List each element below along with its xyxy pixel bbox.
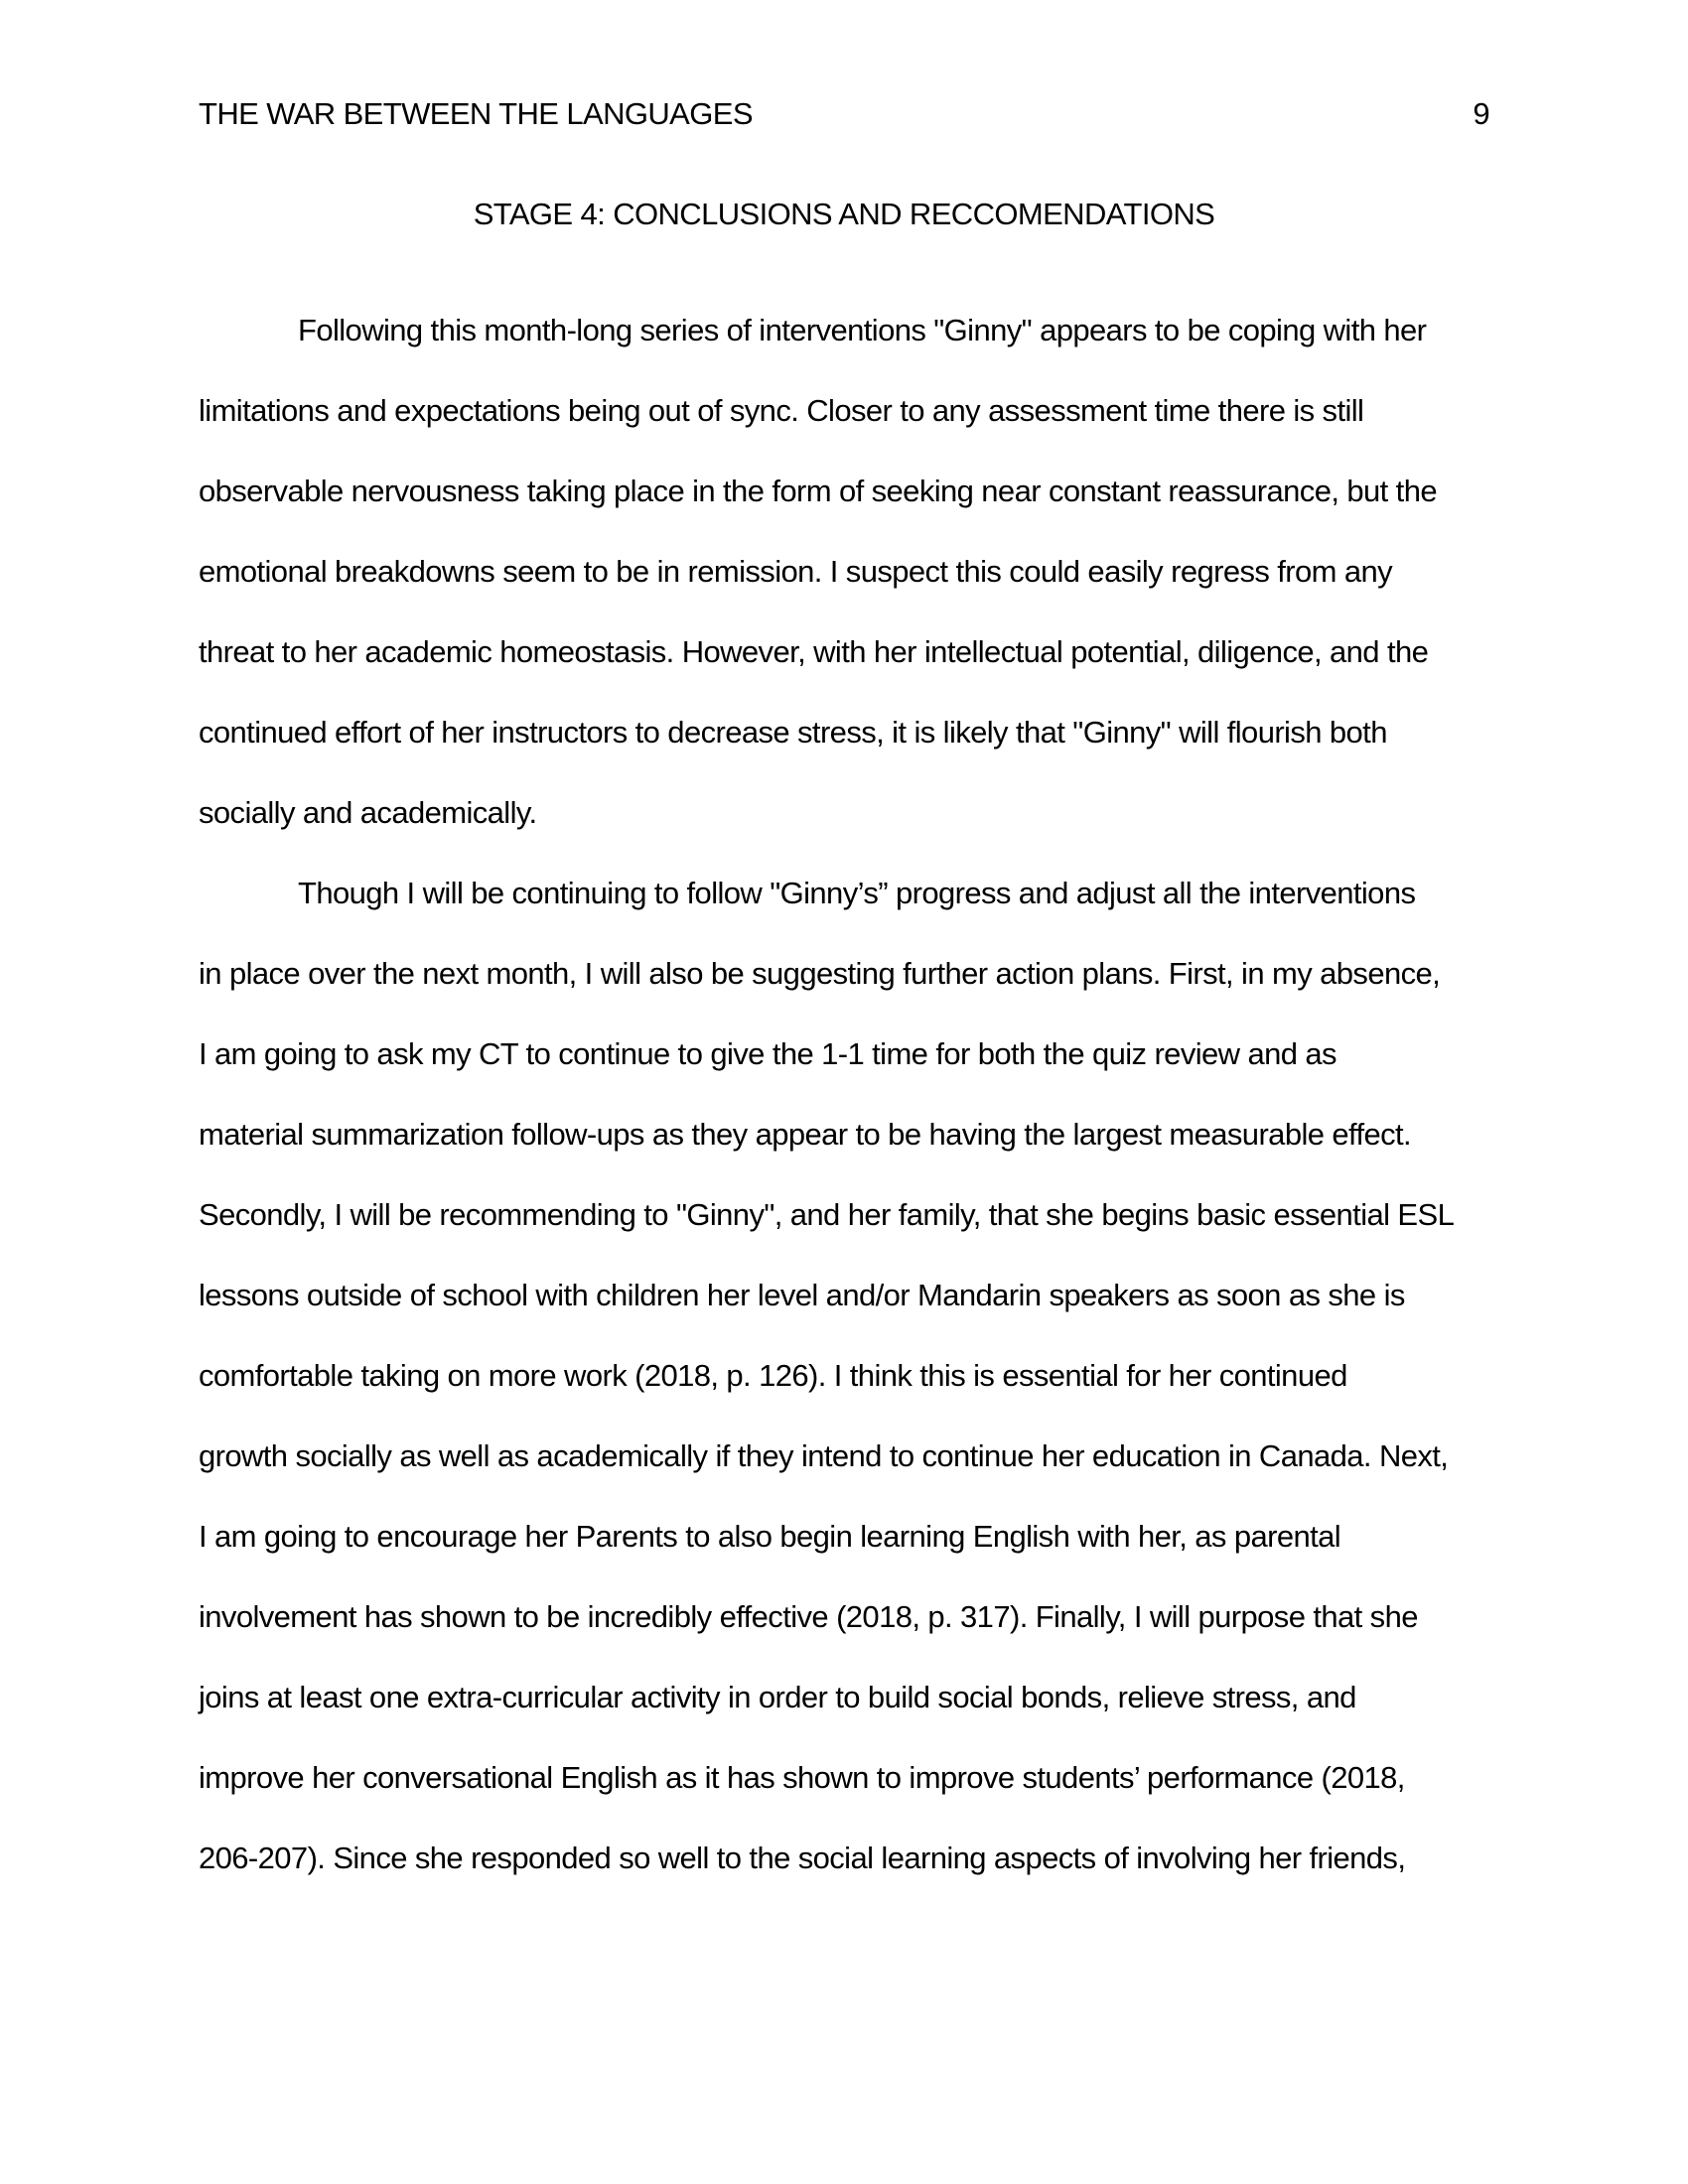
- body-line: Though I will be continuing to follow "Ginny’s” progress and adjust all the interventions: [298, 876, 1416, 910]
- page-header: [199, 97, 1489, 131]
- body-line: joins at least one extra-curricular activity in order to build social bonds, relieve stress, and: [199, 1680, 1356, 1714]
- page-number: 9: [1473, 96, 1489, 131]
- paragraph-1: [199, 290, 1499, 853]
- body-line: Secondly, I will be recommending to "Ginny", and her family, that she begins basic essential ESL: [199, 1197, 1455, 1232]
- body-line: I am going to ask my CT to continue to give the 1-1 time for both the quiz review and as: [199, 1036, 1336, 1071]
- body-line: involvement has shown to be incredibly effective (2018, p. 317). Finally, I will purpose that she: [199, 1599, 1418, 1634]
- running-head: THE WAR BETWEEN THE LANGUAGES: [199, 96, 753, 131]
- body-line: improve her conversational English as it has shown to improve students’ performance (2018,: [199, 1760, 1405, 1795]
- body-line: material summarization follow-ups as they appear to be having the largest measurable effect.: [199, 1117, 1412, 1152]
- section-title: STAGE 4: CONCLUSIONS AND RECCOMENDATIONS: [473, 197, 1215, 231]
- body-line: socially and academically.: [199, 795, 537, 830]
- body-line: lessons outside of school with children her level and/or Mandarin speakers as soon as she is: [199, 1278, 1405, 1312]
- body-line: Following this month-long series of interventions "Ginny" appears to be coping with her: [298, 313, 1427, 347]
- paragraph-2: [199, 853, 1499, 1898]
- document-body: [199, 290, 1499, 1898]
- body-line: limitations and expectations being out of sync. Closer to any assessment time there is still: [199, 393, 1364, 428]
- body-line: comfortable taking on more work (2018, p. 126). I think this is essential for her continued: [199, 1358, 1347, 1393]
- body-line: in place over the next month, I will also be suggesting further action plans. First, in my absence,: [199, 956, 1441, 991]
- body-line: 206-207). Since she responded so well to the social learning aspects of involving her friends,: [199, 1841, 1406, 1875]
- body-line: emotional breakdowns seem to be in remission. I suspect this could easily regress from any: [199, 554, 1393, 589]
- body-line: growth socially as well as academically if they intend to continue her education in Canada. Next,: [199, 1438, 1449, 1473]
- body-line: continued effort of her instructors to decrease stress, it is likely that "Ginny" will flourish both: [199, 715, 1387, 750]
- body-line: threat to her academic homeostasis. However, with her intellectual potential, diligence, and the: [199, 634, 1429, 669]
- body-line: observable nervousness taking place in the form of seeking near constant reassurance, but the: [199, 474, 1437, 508]
- body-line: I am going to encourage her Parents to also begin learning English with her, as parental: [199, 1519, 1341, 1554]
